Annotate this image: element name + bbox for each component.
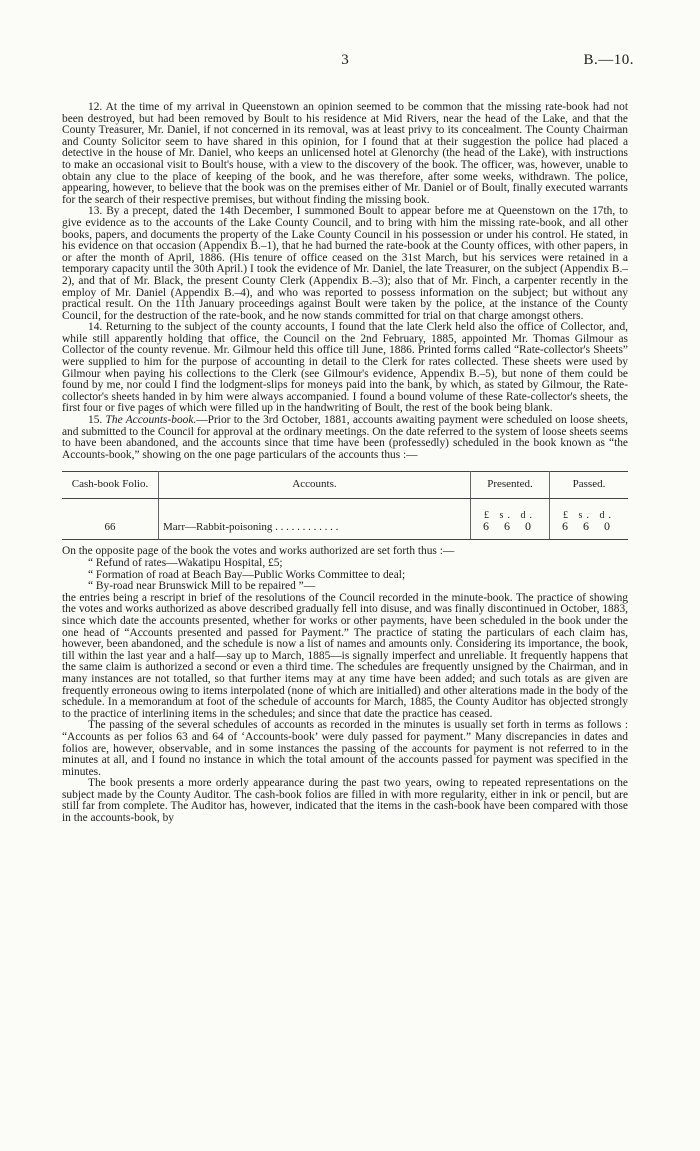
accounts-book-heading: The Accounts-book. (105, 414, 197, 427)
header-accounts: Accounts. (159, 472, 471, 499)
passed-units: £ s. d. (563, 510, 615, 522)
passed-values: 6 6 0 (562, 519, 616, 534)
paragraph-15-lead: 15. (88, 414, 106, 427)
table-header-row (62, 472, 628, 499)
document-reference: B.—10. (583, 52, 634, 68)
header-passed: Passed. (550, 472, 629, 499)
presented-amount (483, 510, 537, 533)
page-number: 3 (341, 52, 349, 68)
presented-cell (471, 499, 550, 540)
presented-units: £ s. d. (484, 510, 536, 522)
passed-amount (562, 510, 616, 533)
paragraph-12: 12. At the time of my arrival in Queenstown an opinion seemed to be common that the missing rate-book had not been destroyed, but had been removed by Boult to his residence at Mid Rivers, near the head of the Lake, and that the County Treasurer, Mr. Daniel, if not concerned in its removal, was at least privy to its concealment. The County Chairman and County Solicitor seem to have shared in this opinion, for I found that at their suggestion the police had placed a detective in the house of Mr. Daniel, who keeps an unlicensed hotel at Glenorchy (the head of the Lake), with instructions to make an occasional visit to Boult's house, with a view to the discovery of the book. The officer, was, however, unable to obtain any clue to the place of keeping of the book, and he was therefore, after some weeks, withdrawn. The police, appearing, however, to believe that the book was on the premises either of Mr. Daniel or of Boult, finally executed warrants for the search of their respective premises, but without finding the missing book. (62, 101, 628, 206)
passed-cell (550, 499, 629, 540)
paragraph-13: 13. By a precept, dated the 14th December, I summoned Boult to appear before me at Queenstown on the 17th, to give evidence as to the accounts of the Lake County Council, and to bring with him the missing rate-book, and all other books, papers, and documents the property of the Lake County Council in his possession or under his control. He stated, in his evidence on that occasion (Appendix B.–1), that he had burned the rate-book at the County offices, with other papers, in or after the month of April, 1886. (His tenure of office ceased on the 31st March, but his services were retained in a temporary capacity until the 30th April.) I took the evidence of Mr. Daniel, the late Treasurer, on the subject (Appendix B.–2), and that of Mr. Black, the present County Clerk (Appendix B.–3); also that of Mr. Finch, a carpenter recently in the employ of Mr. Daniel (Appendix B.–4), and who was reported to possess information on the subject; but without any practical result. On the 11th January proceedings against Boult were taken by the police, at the instance of the County Council, for the destruction of the rate-book, and he now stands committed for trial on that charge amongst others. (62, 205, 628, 322)
folio-cell: 66 (62, 499, 159, 540)
quote-line-2: “ Formation of road at Beach Bay—Public Works Committee to deal; (88, 568, 406, 581)
quote-line-3: “ By-road near Brunswick Mill to be repaired ”— (88, 580, 316, 593)
paragraph-passing-schedules: The passing of the several schedules of accounts as recorded in the minutes is usually set forth in terms as follows : “Accounts as per folios 63 and 64 of ‘Accounts-book’ were duly passed for payment.” Many discrepancies in dates and folios are, however, observable, and in some instances the passing of the accounts for payment is not referred to in the minutes at all, and I found no instance in which the total amount of the accounts passed for payment was specified in the minutes. (62, 719, 628, 778)
paragraph-14: 14. Returning to the subject of the county accounts, I found that the late Clerk held also the office of Collector, and, while still apparently holding that office, the Council on the 2nd February, 1885, appointed Mr. Thomas Gilmour as Collector of the county revenue. Mr. Gilmour held this office till June, 1886. Printed forms called “Rate-collector's Sheets” were supplied to him for the purpose of accounting in detail to the Clerk for rates collected. These sheets were used by Gilmour when paying his collections to the Clerk (see Gilmour's evidence, Appendix B.–5), but none of them could be found by me, nor could I find the lodgment-slips for moneys paid into the bank, by which, as stated by Gilmour, the Rate-collector's sheets handed in by him were always accompanied. I found a bound volume of these Rate-collector's sheets, the first four or five pages of which were filled up in the handwriting of Boult, the rest of the book being blank. (62, 321, 628, 415)
account-cell: Marr—Rabbit-poisoning . . . . . . . . . . . . (159, 499, 471, 540)
presented-values: 6 6 0 (483, 519, 537, 534)
header-presented: Presented. (471, 472, 550, 499)
paragraph-orderly-appearance: The book presents a more orderly appearance during the past two years, owing to repeated representations on the subject made by the County Auditor. The cash-book folios are filled in with more regularity, either in ink or pencil, but are still far from complete. The Auditor has, however, indicated that the items in the cash-book have been compared with those in the accounts-book, by (62, 777, 628, 825)
accounts-table (62, 471, 628, 540)
paragraph-15-text: —Prior to the 3rd October, 1881, accounts awaiting payment were scheduled on loose sheets, and submitted to the Council for approval at the ordinary meetings. On the date referred to the system of loose sheets seems to have been abandoned, and the accounts since that time have been (professedly) scheduled in the book known as “the Accounts-book,” showing on the one page particulars of the accounts thus :— (62, 414, 629, 461)
paragraph-entries-rescript: the entries being a rescript in brief of the resolutions of the Council recorded in the minute-book. The practice of showing the votes and works authorized as above described gradually fell into disuse, and was finally discontinued in October, 1883, since which date the accounts presented, whether for works or other payments, have been scheduled in the book under the one head of “Accounts presented and passed for Payment.” The practice of stating the particulars of each claim has, however, been abandoned, and the schedule is now a list of names and amounts only. Considering its importance, the book, till within the last year and a half—say up to March, 1885—is signally imperfect and unreliable. It frequently happens that the same claim is authorized a second or even a third time. The schedules are frequently unsigned by the Chairman, and in many instances are not totalled, so that further items may at any time have been added; and such totals as are given are frequently erroneous owing to items interpolated (none of which are initialled) and other alterations made in the body of the schedule. In a memorandum at foot of the schedule of accounts for March, 1885, the County Auditor has objected strongly to the practice of interlining items in the schedules; and since that date the practice has ceased. (62, 591, 628, 720)
header-cash-book-folio: Cash-book Folio. (62, 472, 159, 499)
page-header (62, 52, 634, 74)
table-row (62, 499, 628, 540)
quote-line-1: “ Refund of rates—Wakatipu Hospital, £5; (88, 557, 283, 569)
after-table-intro: On the opposite page of the book the votes and works authorized are set forth thus :— (62, 545, 455, 558)
paragraph-15 (62, 415, 628, 461)
document-page (62, 52, 634, 825)
